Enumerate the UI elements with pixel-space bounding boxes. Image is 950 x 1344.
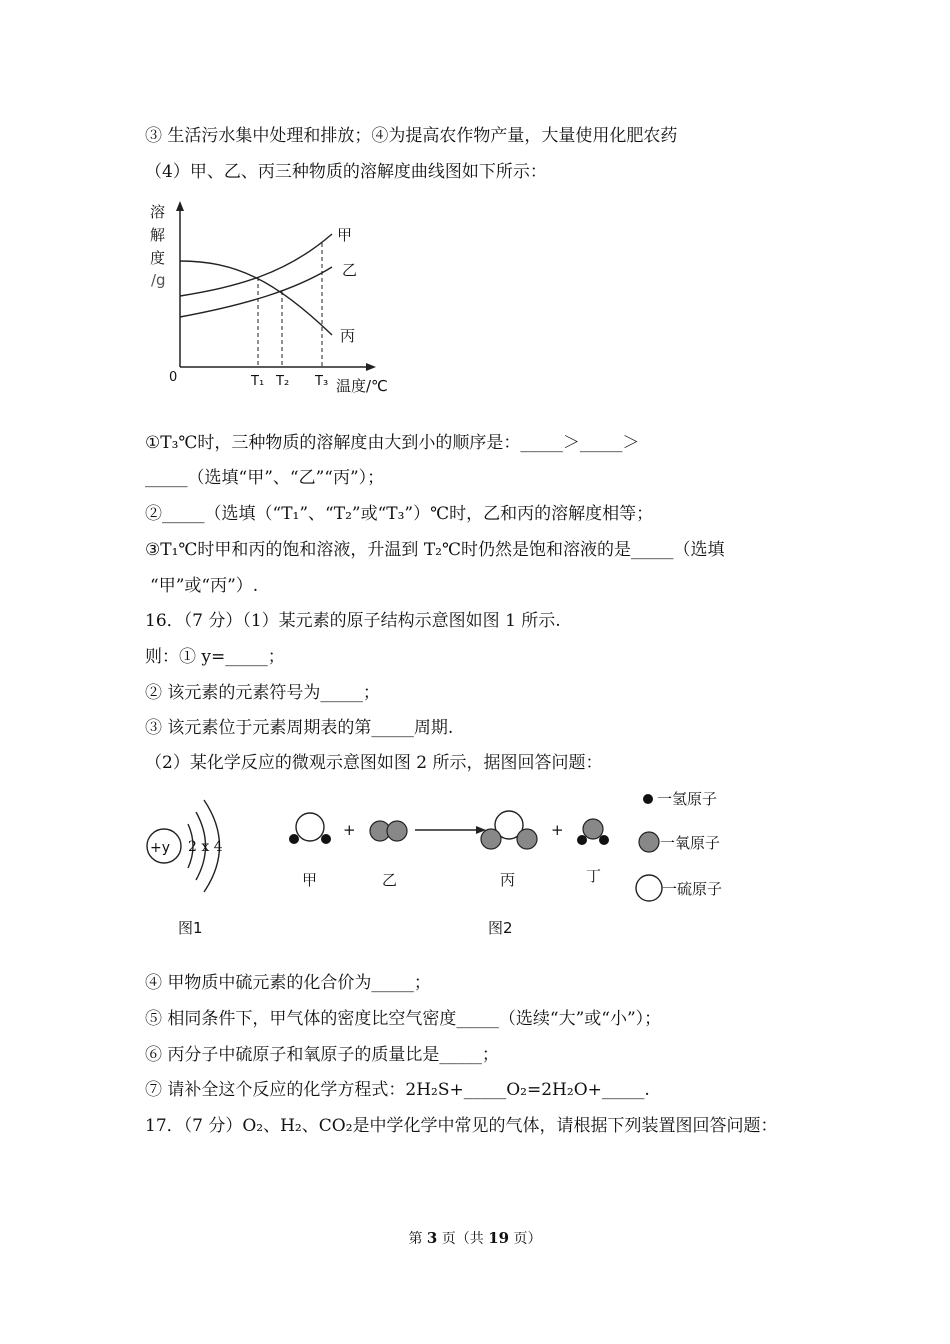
page-footer [0,1228,950,1248]
legend-hydrogen-label: 一氢原子 [657,790,718,808]
text-line-9: 则：① y=_____； [145,647,285,667]
oxygen-atom [583,819,603,839]
tick-t2: T₂ [276,374,290,389]
text-line-2: （4）甲、乙、丙三种物质的溶解度曲线图如下所示： [145,162,547,182]
footer-prefix: 第 [408,1231,427,1247]
molecule-label-jia: 甲 [302,871,318,889]
shell-electrons: 2 x 4 [188,839,223,855]
sulfur-atom [296,813,324,841]
text-line-11: ③ 该元素位于元素周期表的第_____周期. [145,718,454,738]
hydrogen-atom [577,835,587,845]
footer-middle: 页（共 [437,1231,489,1247]
oxygen-atom [387,821,407,841]
xlabel: 温度/℃ [336,377,388,395]
page-number: 3 [426,1229,438,1247]
text-line-17: 17．（7 分）O₂、H₂、CO₂是中学化学中常见的气体，请根据下列装置图回答问题： [145,1116,778,1136]
series-label-jia: 甲 [337,226,353,244]
tick-t3: T₃ [315,374,329,389]
atom-structure-figure [140,788,250,943]
y-axis-arrow [176,201,184,211]
text-line-16: ⑦ 请补全这个反应的化学方程式：2H₂S+_____O₂=2H₂O+_____. [145,1080,650,1100]
text-line-1: ③ 生活污水集中处理和排放；④为提高农作物产量，大量使用化肥农药 [145,126,678,146]
total-pages: 19 [488,1229,510,1247]
text-line-7: “甲”或“丙”）. [150,576,259,596]
text-line-13: ④ 甲物质中硫元素的化合价为_____； [145,973,431,993]
oxygen-atom [481,829,501,849]
series-label-yi: 乙 [342,261,358,279]
text-line-6: ③T₁℃时甲和丙的饱和溶液，升温到 T₂℃时仍然是饱和溶液的是_____（选填 [145,540,725,560]
molecule-ding [577,819,609,845]
text-line-12: （2）某化学反应的微观示意图如图 2 所示，据图回答问题： [145,753,603,773]
legend-sulfur-icon [636,875,662,901]
text-line-4: _____（选填“甲”、“乙”“丙”）； [145,468,385,488]
plus-sign: + [551,821,564,839]
figure-2-caption: 图2 [488,919,513,937]
hydrogen-atom [289,834,299,844]
molecule-yi [370,821,407,841]
legend [636,790,722,901]
hydrogen-atom [321,834,331,844]
oxygen-atom [517,829,537,849]
reaction-diagram [280,785,750,945]
tick-t1: T₁ [251,374,265,389]
legend-oxygen-label: 一氧原子 [660,834,721,852]
curve-jia [180,234,332,296]
molecule-label-bing: 丙 [500,871,516,889]
series-label-bing: 丙 [340,327,356,345]
molecule-jia [289,813,331,844]
text-line-10: ② 该元素的元素符号为_____； [145,683,380,703]
legend-sulfur-label: 一硫原子 [662,880,723,898]
text-line-8: 16．（7 分）（1）某元素的原子结构示意图如图 1 所示. [145,611,561,631]
ylabel-char-3: 度 [150,249,166,267]
molecule-label-yi: 乙 [382,871,398,889]
text-line-3: ①T₃℃时，三种物质的溶解度由大到小的顺序是：_____＞_____＞ [145,433,640,453]
legend-hydrogen-icon [643,794,653,804]
text-line-5: ②_____（选填（“T₁”、“T₂”或“T₃”）℃时，乙和丙的溶解度相等； [145,504,654,524]
hydrogen-atom [599,835,609,845]
legend-oxygen-icon [639,832,659,852]
molecule-bing [481,811,537,849]
plus-sign: + [343,821,356,839]
curve-bing [180,261,332,335]
origin-label: 0 [169,370,178,385]
nucleus-label: +y [150,840,171,856]
ylabel-char-1: 溶 [150,203,166,221]
text-line-14: ⑤ 相同条件下，甲气体的密度比空气密度_____（选续“大”或“小”）； [145,1009,662,1029]
ylabel-char-2: 解 [150,226,166,244]
text-line-15: ⑥ 丙分子中硫原子和氧原子的质量比是_____； [145,1045,499,1065]
molecule-label-ding: 丁 [586,867,602,885]
footer-suffix: 页） [509,1231,542,1247]
solubility-chart [145,195,405,405]
figure-1-caption: 图1 [178,919,203,937]
x-axis-arrow [366,363,376,371]
ylabel-char-4: /g [151,271,166,289]
